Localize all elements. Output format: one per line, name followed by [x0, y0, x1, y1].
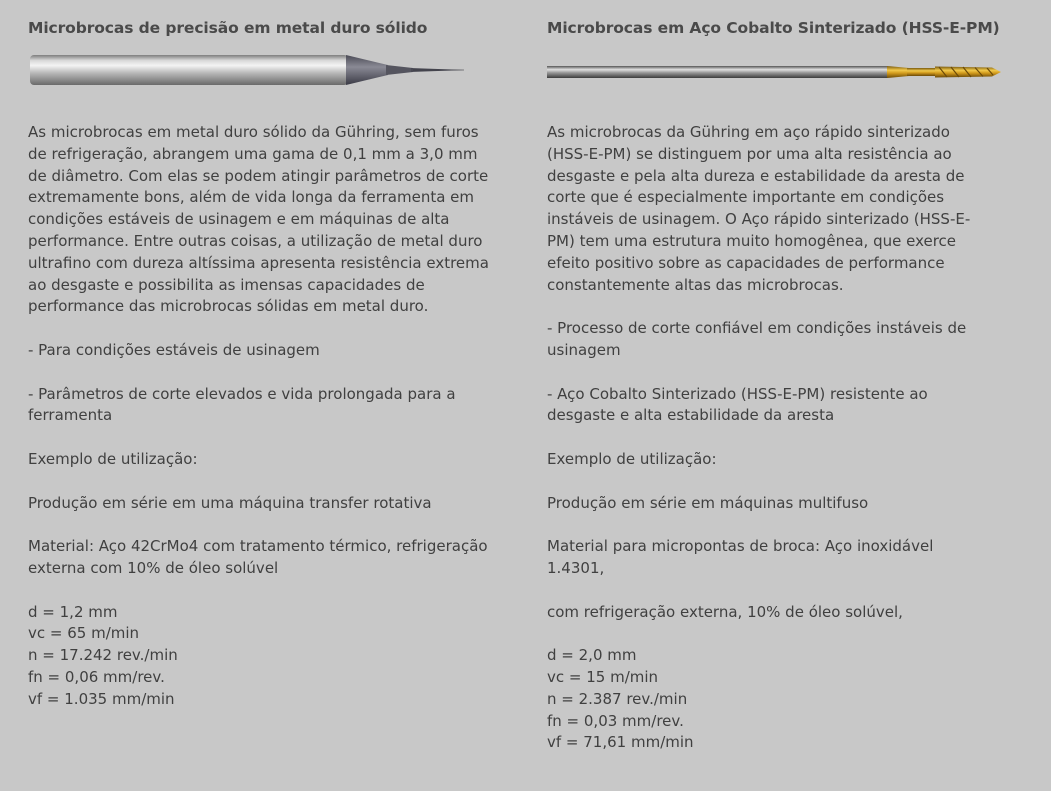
- right-spec-vc: vc = 15 m/min: [547, 667, 659, 686]
- right-spec-d: d = 2,0 mm: [547, 646, 637, 665]
- left-spec-fn: fn = 0,06 mm/rev.: [28, 667, 165, 686]
- right-spec-vf: vf = 71,61 mm/min: [547, 733, 694, 752]
- left-title: Microbrocas de precisão em metal duro sólido: [28, 19, 428, 37]
- left-material: Material: Aço 42CrMo4 com tratamento térmico, refrigeração externa com 10% de óleo solúvel: [28, 537, 488, 577]
- left-spec-n: n = 17.242 rev./min: [28, 646, 178, 665]
- left-spec-vf: vf = 1.035 mm/min: [28, 689, 175, 708]
- right-bullet-2: - Aço Cobalto Sinterizado (HSS-E-PM) resistente ao desgaste e alta estabilidade da aresta: [547, 384, 928, 425]
- right-cooling: com refrigeração externa, 10% de óleo solúvel,: [547, 602, 903, 621]
- right-description: As microbrocas da Gühring em aço rápido sinterizado (HSS-E-PM) se distinguem por uma alta resistência ao desgaste e pela alta dureza e estabilidade da aresta de corte que é especialmente importante em condições instáveis de usinagem. O Aço rápido sinterizado (HSS-E-PM) tem uma estrutura muito homogênea, que exerce efeito positivo sobre as capacidades de performance constantemente altas das microbrocas.: [547, 123, 971, 294]
- right-material: Material para micropontas de broca: Aço inoxidável 1.4301,: [547, 537, 934, 577]
- left-bullet-2: - Parâmetros de corte elevados e vida prolongada para a ferramenta: [28, 384, 456, 425]
- left-specs: [28, 602, 490, 711]
- left-production: Produção em série em uma máquina transfer rotativa: [28, 493, 432, 512]
- right-bullet-1: - Processo de corte confiável em condições instáveis de usinagem: [547, 319, 967, 359]
- right-example-label: Exemplo de utilização:: [547, 449, 717, 468]
- right-production: Produção em série em máquinas multifuso: [547, 493, 869, 512]
- left-bullet-1: - Para condições estáveis de usinagem: [28, 340, 320, 359]
- carbide-micro-drill-image: [28, 52, 468, 88]
- right-spec-n: n = 2.387 rev./min: [547, 689, 688, 708]
- right-body: [547, 122, 992, 776]
- hss-micro-drill-image: [547, 60, 1007, 84]
- right-title: Microbrocas em Aço Cobalto Sinterizado (HSS-E-PM): [547, 19, 1000, 37]
- left-body: [28, 122, 490, 732]
- right-spec-fn: fn = 0,03 mm/rev.: [547, 711, 684, 730]
- left-spec-d: d = 1,2 mm: [28, 602, 118, 621]
- left-spec-vc: vc = 65 m/min: [28, 624, 140, 643]
- left-example-label: Exemplo de utilização:: [28, 449, 198, 468]
- right-specs: [547, 645, 992, 754]
- left-description: As microbrocas em metal duro sólido da Gühring, sem furos de refrigeração, abrangem uma gama de 0,1 mm a 3,0 mm de diâmetro. Com elas se podem atingir parâmetros de corte extremamente bons, além de vida longa da ferramenta em condições estáveis de usinagem e em máquinas de alta performance. Entre outras coisas, a utilização de metal duro ultrafino com dureza altíssima apresenta resistência extrema ao desgaste e possibilita as imensas capacidades de performance das microbrocas sólidas em metal duro.: [28, 123, 489, 316]
